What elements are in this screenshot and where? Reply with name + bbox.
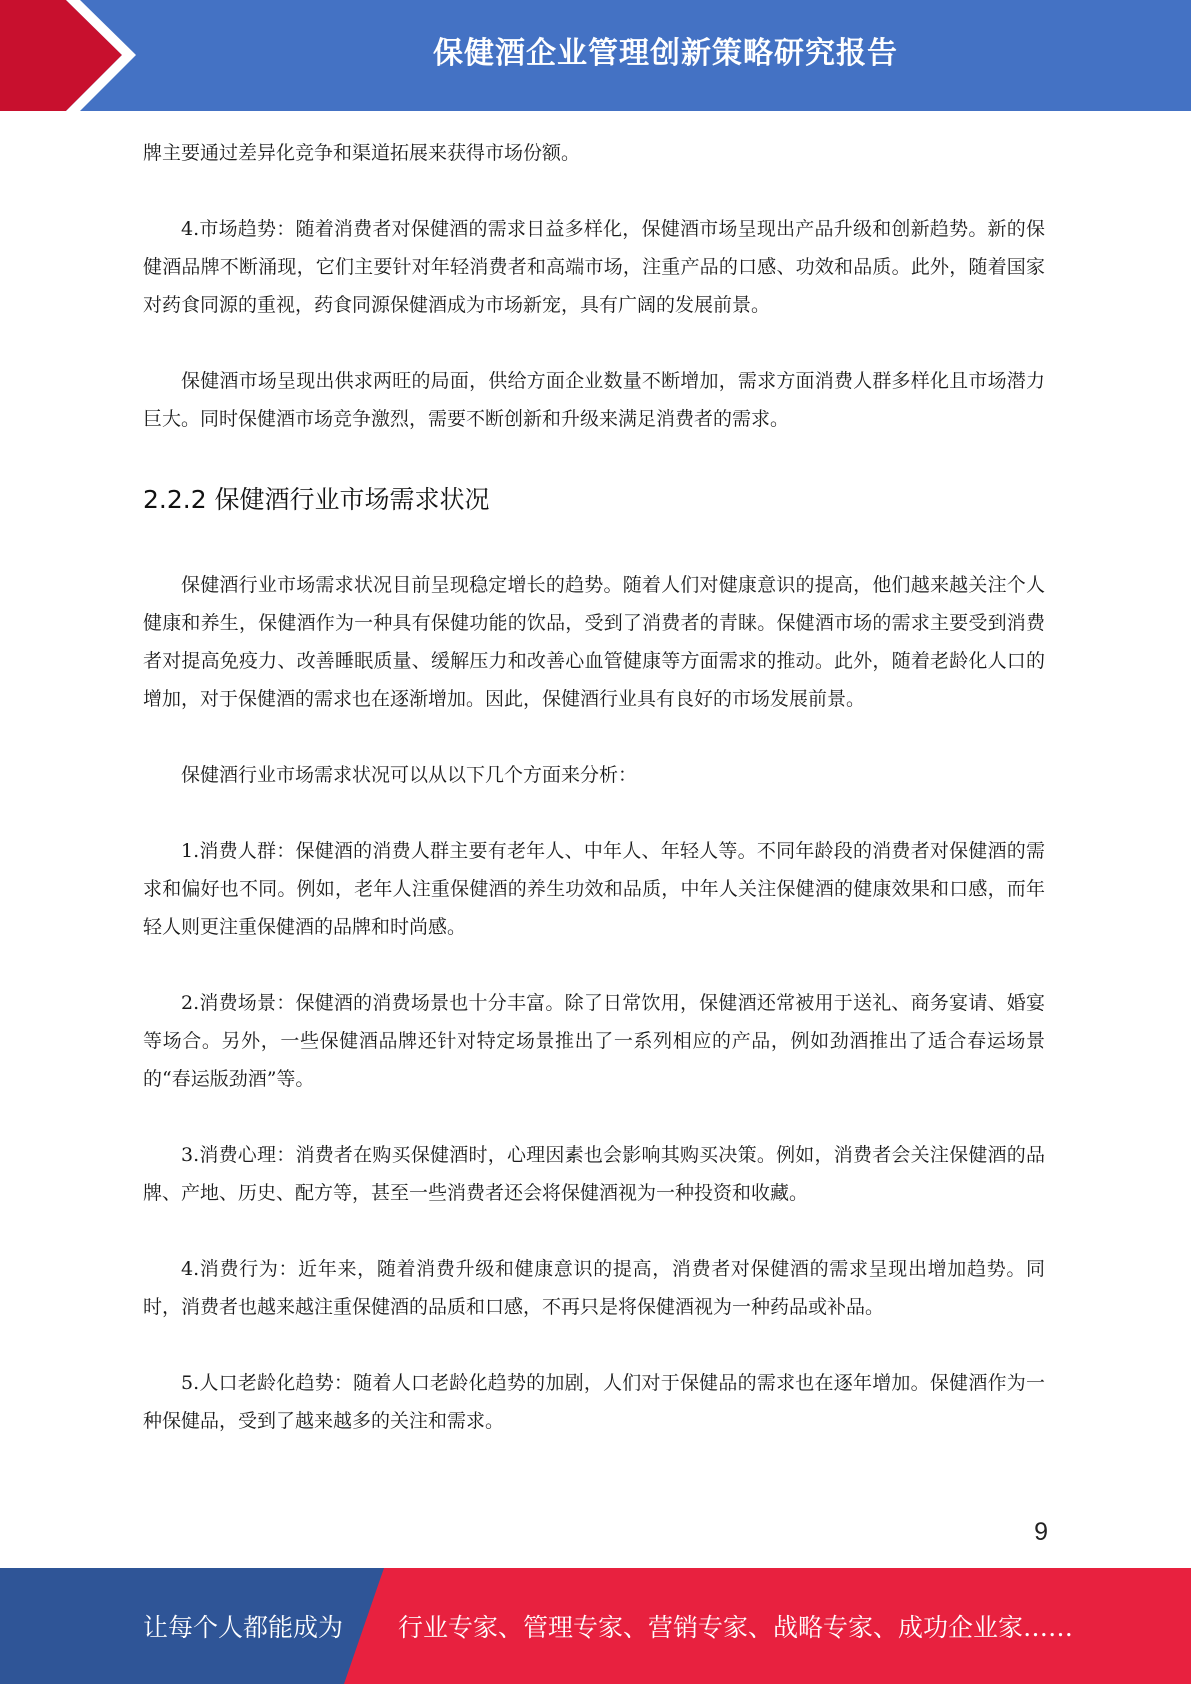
paragraph: 保健酒行业市场需求状况目前呈现稳定增长的趋势。随着人们对健康意识的提高，他们越来越关注个人健康和养生，保健酒作为一种具有保健功能的饮品，受到了消费者的青睐。保健酒市场的需求主要受到消费者对提高免疫力、改善睡眠质量、缓解压力和改善心血管健康等方面需求的推动。此外，随着老龄化人口的增加，对于保健酒的需求也在逐渐增加。因此，保健酒行业具有良好的市场发展前景。 <box>143 574 1045 710</box>
header-chevron-decoration <box>0 0 160 111</box>
page-footer <box>0 1568 1191 1684</box>
paragraph: 保健酒市场呈现出供求两旺的局面，供给方面企业数量不断增加，需求方面消费人群多样化且市场潜力巨大。同时保健酒市场竞争激烈，需要不断创新和升级来满足消费者的需求。 <box>143 370 1045 430</box>
document-title: 保健酒企业管理创新策略研究报告 <box>433 36 898 71</box>
section-heading: 2.2.2 保健酒行业市场需求状况 <box>143 485 490 514</box>
page-number: 9 <box>1034 1518 1048 1546</box>
list-paragraph: 1.消费人群：保健酒的消费人群主要有老年人、中年人、年轻人等。不同年龄段的消费者对保健酒的需求和偏好也不同。例如，老年人注重保健酒的养生功效和品质，中年人关注保健酒的健康效果和口感，而年轻人则更注重保健酒的品牌和时尚感。 <box>143 840 1045 938</box>
paragraph: 牌主要通过差异化竞争和渠道拓展来获得市场份额。 <box>143 142 581 164</box>
paragraph: 4.市场趋势：随着消费者对保健酒的需求日益多样化，保健酒市场呈现出产品升级和创新趋势。新的保健酒品牌不断涌现，它们主要针对年轻消费者和高端市场，注重产品的口感、功效和品质。此外，随着国家对药食同源的重视，药食同源保健酒成为市场新宠，具有广阔的发展前景。 <box>143 218 1045 316</box>
list-paragraph: 2.消费场景：保健酒的消费场景也十分丰富。除了日常饮用，保健酒还常被用于送礼、商务宴请、婚宴等场合。另外，一些保健酒品牌还针对特定场景推出了一系列相应的产品，例如劲酒推出了适合春运场景的“春运版劲酒”等。 <box>143 992 1045 1090</box>
page-header <box>0 0 1191 111</box>
list-paragraph: 3.消费心理：消费者在购买保健酒时，心理因素也会影响其购买决策。例如，消费者会关注保健酒的品牌、产地、历史、配方等，甚至一些消费者还会将保健酒视为一种投资和收藏。 <box>143 1144 1045 1204</box>
list-paragraph: 5.人口老龄化趋势：随着人口老龄化趋势的加剧，人们对于保健品的需求也在逐年增加。保健酒作为一种保健品，受到了越来越多的关注和需求。 <box>143 1372 1045 1432</box>
footer-slogan-left: 让每个人都能成为 <box>143 1613 344 1642</box>
document-body <box>143 134 1045 1440</box>
paragraph: 保健酒行业市场需求状况可以从以下几个方面来分析： <box>181 764 638 786</box>
footer-slogan-right: 行业专家、管理专家、营销专家、战略专家、成功企业家…… <box>398 1613 1074 1642</box>
list-paragraph: 4.消费行为：近年来，随着消费升级和健康意识的提高，消费者对保健酒的需求呈现出增加趋势。同时，消费者也越来越注重保健酒的品质和口感，不再只是将保健酒视为一种药品或补品。 <box>143 1258 1045 1318</box>
